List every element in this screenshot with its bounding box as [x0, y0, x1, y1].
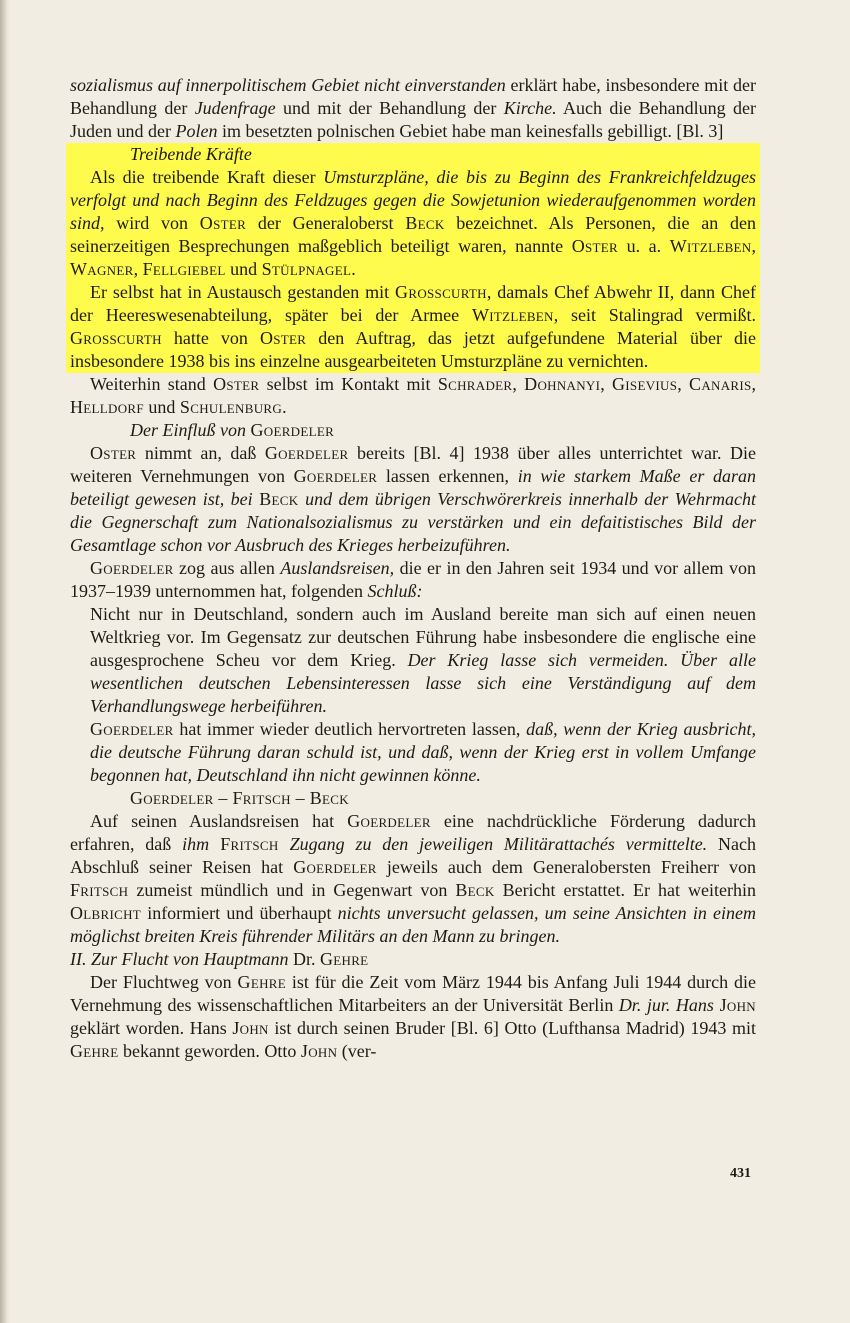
- subheading-goerdeler-fritsch-beck: Goerdeler – Fritsch – Beck: [130, 788, 349, 808]
- paragraph-4: Weiterhin stand Oster selbst im Kontakt mit Schrader, Dohnanyi, Gisevius, Canaris, Helldorf und Schulenburg.: [70, 374, 757, 417]
- page-edge: [0, 0, 10, 1323]
- paragraph-5: Oster nimmt an, daß Goerdeler bereits [Bl. 4] 1938 über alles unterrichtet war. Die weiteren Vernehmungen von Goerdeler lassen erkennen, in wie starkem Maße er daran beteiligt gewesen ist, bei Beck und dem übrigen Verschwörerkreis innerhalb der Wehrmacht die Gegnerschaft zum Nationalsozialismus zu verstärken und ein defaitistisches Bild der Gesamtlage schon vor Ausbruch des Krieges herbeizuführen.: [70, 443, 757, 555]
- subheading-einfluss-goerdeler: Der Einfluß von Goerdeler: [130, 420, 335, 440]
- paragraph-3: Er selbst hat in Austausch gestanden mit Grosscurth, damals Chef Abwehr II, dann Chef der Heereswesenabteilung, später bei der Armee Witzleben, seit Stalingrad vermißt. Grosscurth hatte von Oster den Auftrag, das jetzt aufgefundene Material über die insbesondere 1938 bis ins einzelne ausgearbeiteten Umsturzpläne zu vernichten.: [70, 282, 756, 371]
- paragraph-6: Goerdeler zog aus allen Auslandsreisen, die er in den Jahren seit 1934 und vor allem von 1937–1939 unternommen hat, folgenden Schluß:: [70, 558, 756, 601]
- indented-block: [70, 603, 756, 787]
- paragraph-2: Als die treibende Kraft dieser Umsturzpläne, die bis zu Beginn des Frankreichfeldzuges verfolgt und nach Beginn des Feldzuges gegen die Sowjetunion wiederaufgenommen worden sind, wird von Oster der Generaloberst Beck bezeichnet. Als Personen, die an den seinerzeitigen Besprechungen maßgeblich beteiligt waren, nannte Oster u. a. Witzleben, Wagner, Fellgiebel und Stülpnagel.: [70, 167, 757, 279]
- subheading-treibende-kraefte: Treibende Kräfte: [130, 144, 252, 164]
- paragraph-8: Der Fluchtweg von Gehre ist für die Zeit vom März 1944 bis Anfang Juli 1944 durch die Vernehmung des wissenschaftlichen Mitarbeiters an der Universität Berlin Dr. jur. Hans John geklärt worden. Hans John ist durch seinen Bruder [Bl. 6] Otto (Lufthansa Madrid) 1943 mit Gehre bekannt geworden. Otto John (ver-: [70, 972, 756, 1061]
- page-text: [70, 74, 756, 1063]
- quote-paragraph-1: Nicht nur in Deutschland, sondern auch im Ausland bereite man sich auf einen neuen Weltkrieg vor. Im Gegensatz zur deutschen Führung habe insbesondere die englische eine ausgesprochene Scheu vor dem Krieg. Der Krieg lasse sich vermeiden. Über alle wesentlichen deutschen Lebensinteressen lasse sich eine Verständigung auf dem Verhandlungswege herbeiführen.: [90, 604, 756, 716]
- highlighted-passage: [66, 143, 760, 373]
- paragraph-7: Auf seinen Auslandsreisen hat Goerdeler eine nachdrückliche Förderung dadurch erfahren, daß ihm Fritsch Zugang zu den jeweiligen Militärattachés vermittelte. Nach Abschluß seiner Reisen hat Goerdeler jeweils auch dem Generalobersten Freiherr von Fritsch zumeist mündlich und in Gegenwart von Beck Bericht erstattet. Er hat weiterhin Olbricht informiert und überhaupt nichts unversucht gelassen, um seine Ansichten in einem möglichst breiten Kreis führender Militärs an den Mann zu bringen.: [70, 811, 757, 946]
- section-heading-flucht-gehre: II. Zur Flucht von Hauptmann Dr. Gehre: [70, 949, 369, 969]
- paragraph-1: sozialismus auf innerpolitischem Gebiet nicht einverstanden erklärt habe, insbesondere mit der Behandlung der Judenfrage und mit der Behandlung der Kirche. Auch die Behandlung der Juden und der Polen im besetzten polnischen Gebiet habe man keinesfalls gebilligt. [Bl. 3]: [70, 75, 756, 141]
- quote-paragraph-2: Goerdeler hat immer wieder deutlich hervortreten lassen, daß, wenn der Krieg ausbricht, die deutsche Führung daran schuld ist, und daß, wenn der Krieg erst in vollem Umfange begonnen hat, Deutschland ihn nicht gewinnen könne.: [90, 719, 756, 785]
- page-number: 431: [730, 1166, 751, 1181]
